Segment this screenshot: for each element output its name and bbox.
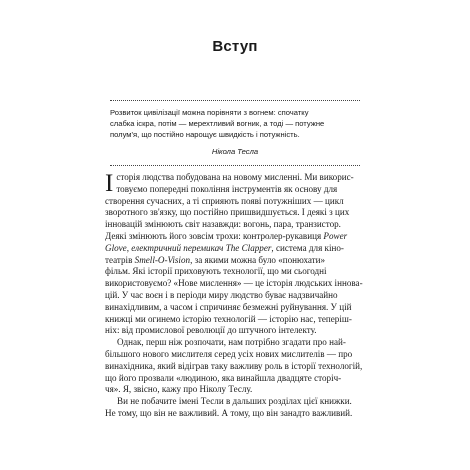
text-line: фільм. Які історії приховують технології, що ми сьогодні bbox=[105, 266, 327, 277]
epigraph-line: слабка іскра, потім — мерехтливий вогник, а тоді — потужне bbox=[110, 119, 325, 128]
epigraph-quote bbox=[110, 107, 360, 140]
text-line: чя». Я, звісно, кажу про Ніколу Теслу. bbox=[105, 384, 253, 395]
text-fragment: Glove, електричний перемикач bbox=[105, 242, 224, 253]
text-line: ніх: від промислової революції до штучного інтелекту. bbox=[105, 325, 317, 336]
italic-term: Smell-O-Vision bbox=[134, 254, 191, 265]
text-line: книжці ми огинемо історію технологій — історію нас, теперіш- bbox=[105, 313, 352, 324]
text-line: що його прозвали «людиною, яка винайшла двадцяте сторіч- bbox=[105, 372, 342, 383]
text-line: Ви не побачите імені Тесли в дальших розділах цієї книжки. bbox=[117, 396, 352, 407]
epigraph-block bbox=[110, 100, 360, 166]
paragraph bbox=[105, 337, 367, 396]
text-line bbox=[105, 231, 367, 243]
epigraph-line: полум'я, що постійно нарощує швидкість і потужність. bbox=[110, 130, 300, 139]
text-fragment: , за якими можна було «понюхати» bbox=[190, 254, 326, 265]
italic-term: Power bbox=[323, 230, 348, 241]
body-text bbox=[105, 172, 367, 420]
text-fragment: , система для кіно- bbox=[271, 242, 344, 253]
text-line: інновацій змінюють світ назавжди: вогонь, пара, транзистор. bbox=[105, 219, 341, 230]
drop-cap: І bbox=[105, 170, 114, 197]
text-line: Однак, перш ніж розпочати, нам потрібно згадати про най- bbox=[117, 337, 346, 348]
chapter-title: Вступ bbox=[212, 38, 258, 55]
text-line: зворотного зв'язку, що постійно пришвидшується. І деякі з цих bbox=[105, 207, 350, 218]
text-line: використовуємо? «Нове мислення» — це історія людських іннова- bbox=[105, 278, 363, 289]
text-fragment: театрів bbox=[105, 254, 133, 265]
text-line bbox=[105, 243, 367, 255]
italic-term: The Clapper bbox=[225, 242, 272, 253]
text-line: Не тому, що він не важливий. А тому, що він занадто важливий. bbox=[105, 407, 353, 418]
paragraph bbox=[105, 396, 367, 420]
epigraph-line: Розвиток цивілізації можна порівняти з вогнем: спочатку bbox=[110, 108, 309, 117]
text-line bbox=[105, 255, 367, 267]
text-line: товуємо попередні покоління інструментів як основу для bbox=[116, 183, 338, 194]
paragraph bbox=[105, 172, 367, 337]
text-fragment: Деякі змінюють його зовсім трохи: контролер-рукавиця bbox=[105, 230, 322, 241]
text-line: сторія людства побудована на новому мисленні. Ми викорис- bbox=[116, 172, 354, 182]
text-line: більшого нового мислителя серед усіх нових мислителів — про bbox=[105, 348, 353, 359]
text-line: винахідливим, а часом і спричиняє безмежні руйнування. У цій bbox=[105, 301, 352, 312]
text-line: цій. У час воєн і в періоди миру людство буває надзвичайно bbox=[105, 289, 338, 300]
text-line: винахідника, який відіграв таку важливу роль в історії технологій, bbox=[105, 360, 363, 371]
text-line: створення сучасних, а ті сприяють появі потужніших — цикл bbox=[105, 195, 344, 206]
epigraph-author: Нікола Тесла bbox=[211, 147, 259, 156]
